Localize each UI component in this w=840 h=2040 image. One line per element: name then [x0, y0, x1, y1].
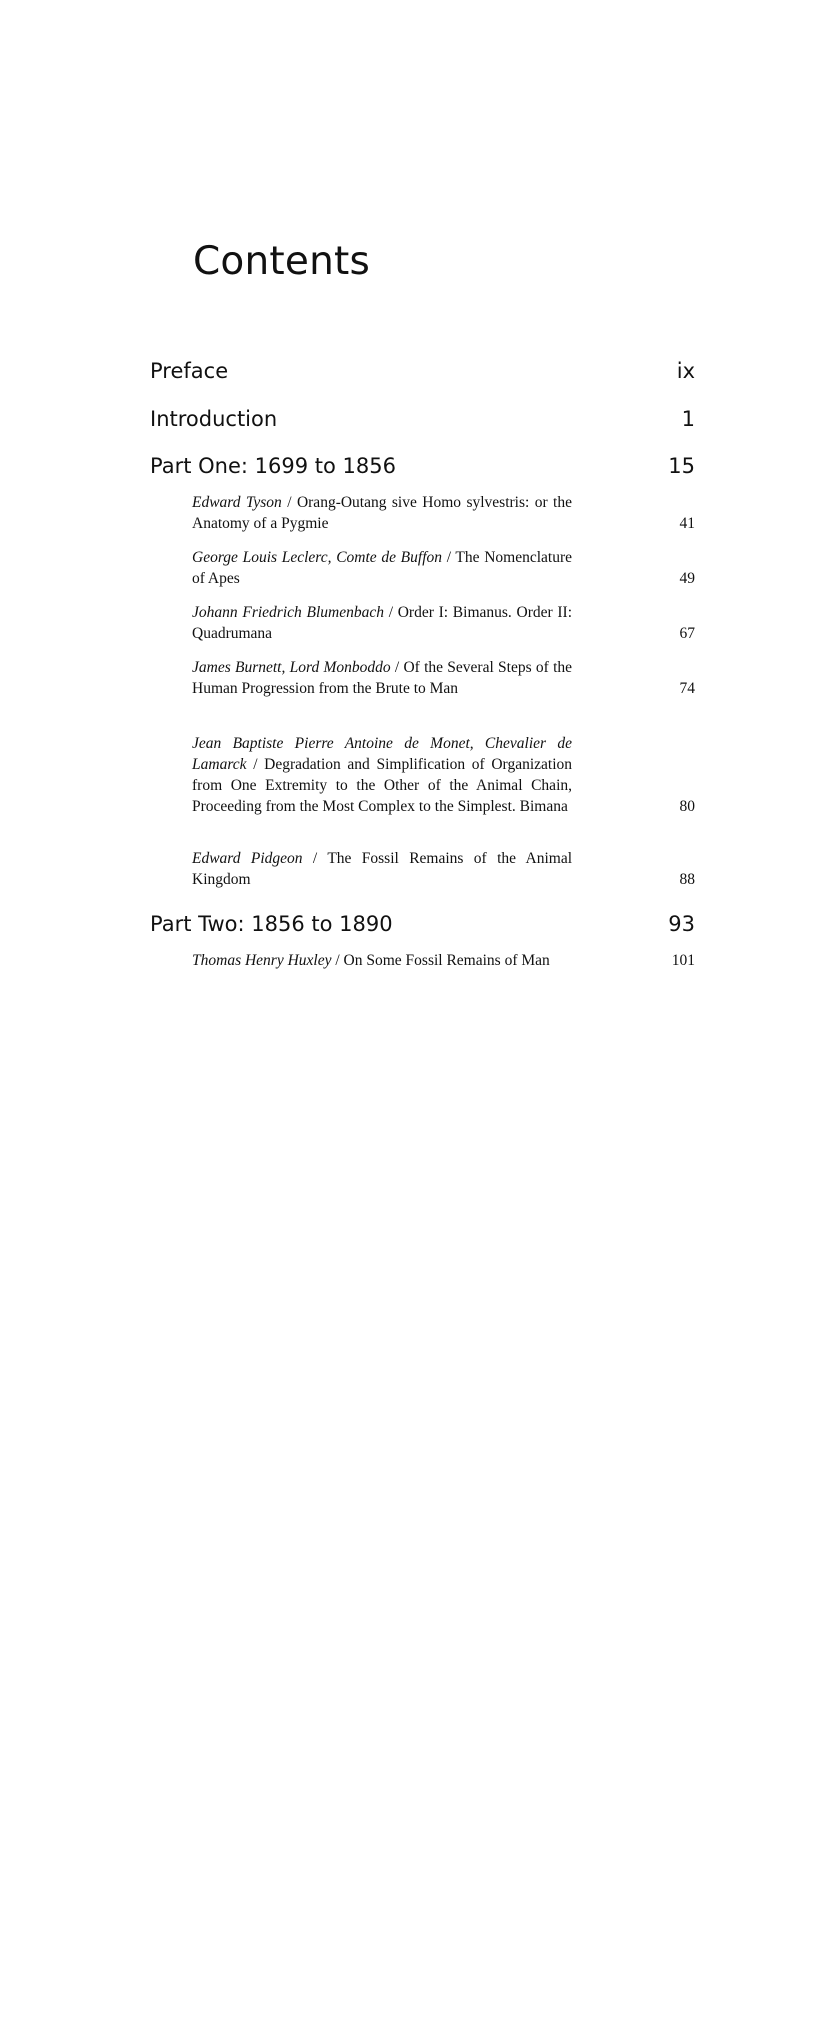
toc-entry-page: 41: [679, 515, 695, 532]
toc-entry-page: 74: [679, 680, 695, 697]
toc-preface[interactable]: [150, 361, 695, 382]
toc-part-one-label: Part One: 1699 to 1856: [150, 454, 396, 478]
toc-entry-author: Edward Pidgeon: [192, 850, 303, 867]
toc-entry-page: 49: [679, 570, 695, 587]
toc-introduction[interactable]: [150, 409, 695, 430]
toc-part-one[interactable]: [150, 456, 695, 477]
toc-entry-author: James Burnett, Lord Monboddo: [192, 659, 391, 676]
toc-entry-separator: /: [442, 549, 456, 566]
toc-entry-author: Thomas Henry Huxley: [192, 952, 332, 969]
toc-entry[interactable]: [192, 733, 695, 817]
toc-part-one-page: 15: [668, 454, 695, 478]
toc-entry[interactable]: [192, 950, 695, 971]
page-title: Contents: [193, 239, 371, 284]
toc-introduction-page: 1: [681, 407, 695, 431]
toc-entry-author: Jean Baptiste Pierre Antoine de Monet, Chevalier de Lamarck: [192, 735, 572, 773]
toc-entry-text: [192, 950, 572, 971]
toc-entry-text: [192, 657, 572, 699]
toc-entry-separator: /: [383, 604, 398, 621]
toc-part-two[interactable]: [150, 914, 695, 935]
toc-entry-page: 88: [679, 871, 695, 888]
toc-entry-separator: /: [246, 756, 265, 773]
toc-entry-separator: /: [281, 494, 297, 511]
toc-entry-title: Orang-Outang sive Homo sylvestris: or the Anatomy of a Pygmie: [192, 494, 572, 532]
toc-entry[interactable]: [192, 848, 695, 890]
toc-introduction-label: Introduction: [150, 407, 278, 431]
toc-entry-title: Of the Several Steps of the Human Progression from the Brute to Man: [192, 659, 573, 697]
toc-part-two-page: 93: [668, 912, 695, 936]
toc-entry-title: The Fossil Remains of the Animal Kingdom: [192, 850, 573, 888]
toc-preface-label: Preface: [150, 359, 229, 383]
toc-entry-title: The Nomenclature of Apes: [192, 549, 572, 587]
toc-entry-author: Johann Friedrich Blumenbach: [192, 604, 384, 621]
toc-entry-title: On Some Fossil Remains of Man: [343, 952, 550, 969]
toc-entry-separator: /: [331, 952, 344, 969]
toc-entry[interactable]: [192, 492, 695, 534]
toc-entry-text: [192, 602, 572, 644]
toc-entry-author: George Louis Leclerc, Comte de Buffon: [192, 549, 443, 566]
toc-entry[interactable]: [192, 602, 695, 644]
toc-preface-page: ix: [676, 359, 695, 383]
toc-entry-separator: /: [302, 850, 328, 867]
toc-entry-page: 101: [671, 952, 695, 969]
toc-entry-page: 67: [679, 625, 695, 642]
toc-entry-text: [192, 547, 572, 589]
toc-part-two-label: Part Two: 1856 to 1890: [150, 912, 393, 936]
toc-entry-separator: /: [390, 659, 404, 676]
toc-entry-author: Edward Tyson: [192, 494, 282, 511]
toc-entry[interactable]: [192, 547, 695, 589]
toc-entry-title: Degradation and Simplification of Organization from One Extremity to the Other of the Animal Chain, Proceeding from the Most Complex to the Simplest. Bimana: [192, 756, 572, 815]
toc-entry-page: 80: [679, 798, 695, 815]
toc-entry-title: Order I: Bimanus. Order II: Quadrumana: [192, 604, 573, 642]
toc-entry[interactable]: [192, 657, 695, 699]
toc-entry-text: [192, 733, 572, 817]
toc-entry-text: [192, 492, 572, 534]
toc-entry-text: [192, 848, 572, 890]
